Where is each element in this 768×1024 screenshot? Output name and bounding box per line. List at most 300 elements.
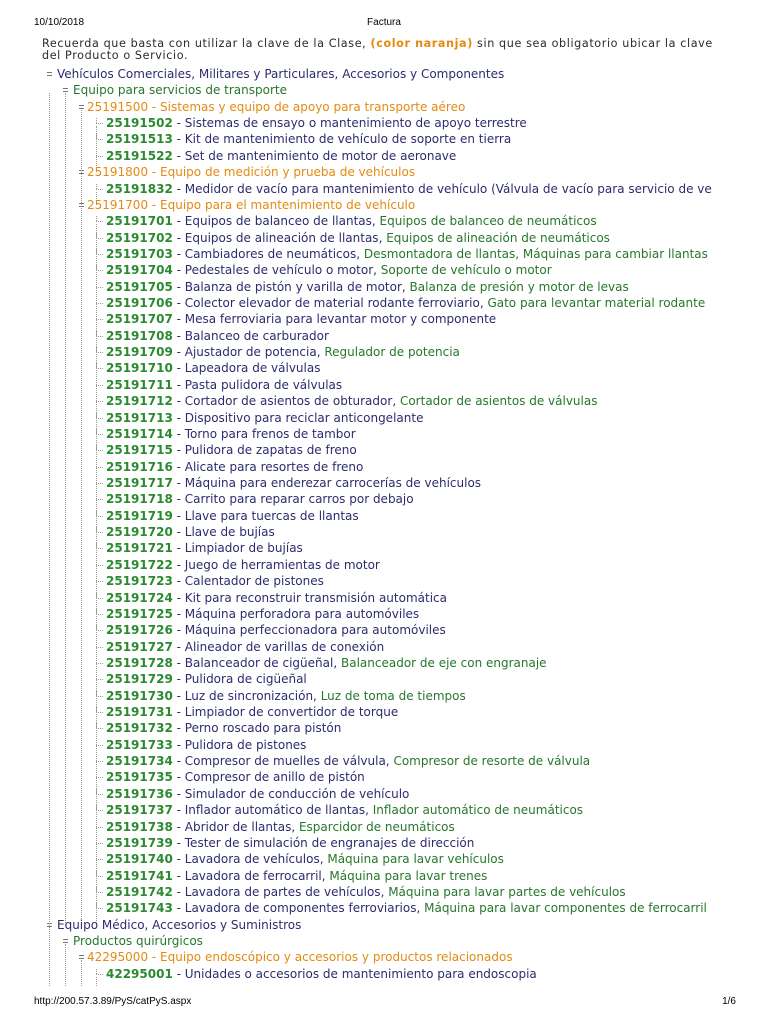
product-row[interactable] bbox=[0, 360, 768, 376]
code-separator: - bbox=[172, 246, 185, 261]
code-separator: - bbox=[172, 214, 185, 229]
product-description: Set de mantenimiento de motor de aeronave bbox=[184, 148, 457, 163]
code-separator: - bbox=[172, 966, 185, 981]
code-separator: - bbox=[172, 639, 185, 654]
product-description: Lapeadora de válvulas bbox=[184, 361, 321, 376]
code-separator: - bbox=[172, 885, 185, 899]
product-synonym: Compresor de resorte de válvula bbox=[393, 754, 591, 769]
product-row[interactable] bbox=[0, 524, 768, 540]
product-label bbox=[106, 328, 329, 344]
product-description: Máquina perfeccionadora para automóviles bbox=[184, 623, 446, 638]
product-code: 42295001 bbox=[106, 966, 173, 981]
product-code: 25191725 bbox=[106, 606, 173, 621]
product-description: Lavadora de componentes ferroviarios bbox=[184, 901, 417, 916]
code-separator: - bbox=[172, 557, 185, 572]
tree-leaf-connector bbox=[96, 679, 103, 680]
product-description: Balanceo de carburador bbox=[184, 328, 329, 343]
tree-leaf-connector bbox=[96, 843, 103, 844]
product-code: 25191742 bbox=[106, 885, 173, 899]
print-title: Factura bbox=[367, 17, 401, 28]
product-row[interactable] bbox=[0, 377, 768, 393]
print-url: http://200.57.3.89/PyS/catPyS.aspx bbox=[34, 996, 192, 1007]
tree-leaf-connector bbox=[96, 974, 103, 975]
segment-label bbox=[57, 66, 504, 82]
tree-leaf-connector bbox=[96, 876, 103, 877]
product-synonym: Máquina para lavar componentes de ferrocarril bbox=[424, 901, 707, 916]
tree-leaf-connector bbox=[96, 581, 103, 582]
product-synonym: Balanceador de eje con engranaje bbox=[340, 655, 547, 670]
code-separator: - bbox=[172, 835, 185, 850]
product-synonym: Máquina para lavar vehículos bbox=[327, 852, 504, 867]
code-separator: - bbox=[172, 296, 185, 311]
class-row[interactable] bbox=[0, 99, 768, 115]
code-separator: - bbox=[172, 345, 185, 360]
tree-guide-line bbox=[81, 110, 82, 925]
tree-leaf-connector bbox=[96, 156, 103, 157]
product-row[interactable] bbox=[0, 262, 768, 278]
synonym-separator: , bbox=[333, 655, 341, 670]
product-description: Perno roscado para pistón bbox=[184, 721, 342, 736]
product-code: 25191727 bbox=[106, 639, 173, 654]
tree-guide-line bbox=[49, 93, 50, 986]
product-label bbox=[106, 557, 380, 573]
product-code: 25191709 bbox=[106, 345, 173, 360]
code-separator: - bbox=[172, 263, 185, 278]
product-label bbox=[106, 148, 456, 164]
product-description: Balanceador de cigüeñal bbox=[184, 655, 334, 670]
code-separator: - bbox=[172, 492, 185, 507]
code-separator: - bbox=[172, 705, 185, 720]
product-code: 25191729 bbox=[106, 672, 173, 687]
tree-leaf-connector bbox=[96, 794, 103, 795]
tree-guide-line bbox=[81, 960, 82, 986]
class-row[interactable] bbox=[0, 949, 768, 965]
product-code: 25191718 bbox=[106, 492, 173, 507]
synonym-separator: , bbox=[479, 296, 488, 311]
product-code: 25191723 bbox=[106, 574, 173, 589]
product-synonym: Soporte de vehículo o motor bbox=[380, 263, 552, 278]
product-label bbox=[106, 246, 708, 262]
product-row[interactable] bbox=[0, 573, 768, 589]
product-description: Alineador de varillas de conexión bbox=[184, 639, 385, 654]
product-code: 25191713 bbox=[106, 410, 173, 425]
product-row[interactable] bbox=[0, 851, 768, 867]
product-row[interactable] bbox=[0, 344, 768, 360]
product-code: 25191719 bbox=[106, 508, 173, 523]
tree-leaf-connector bbox=[96, 189, 103, 190]
product-row[interactable] bbox=[0, 737, 768, 753]
synonym-separator: , bbox=[378, 230, 387, 245]
product-synonym: Cortador de asientos de válvulas bbox=[399, 394, 598, 409]
class-label bbox=[87, 99, 465, 115]
product-description: Kit de mantenimiento de vehículo de soporte en tierra bbox=[184, 132, 512, 147]
product-label bbox=[106, 508, 359, 524]
product-description: Compresor de anillo de pistón bbox=[184, 770, 365, 785]
product-description: Luz de sincronización bbox=[184, 688, 314, 703]
code-separator: - bbox=[172, 770, 185, 785]
product-label bbox=[106, 868, 487, 884]
product-row[interactable] bbox=[0, 213, 768, 229]
product-label bbox=[106, 426, 356, 442]
segment-row[interactable] bbox=[0, 917, 768, 933]
product-row[interactable] bbox=[0, 769, 768, 785]
product-description: Máquina para enderezar carrocerías de vehículos bbox=[184, 476, 482, 490]
product-code: 25191733 bbox=[106, 737, 173, 752]
product-code: 25191706 bbox=[106, 296, 173, 311]
product-description: Pulidora de cigüeñal bbox=[184, 672, 307, 687]
synonym-separator: , bbox=[319, 852, 328, 867]
product-row[interactable] bbox=[0, 508, 768, 524]
product-row[interactable] bbox=[0, 491, 768, 507]
product-label bbox=[106, 524, 275, 540]
product-label bbox=[106, 393, 597, 409]
tree-leaf-connector bbox=[96, 319, 103, 320]
tree-leaf-connector bbox=[96, 352, 103, 353]
family-name: Productos quirúrgicos bbox=[73, 934, 203, 949]
print-date: 10/10/2018 bbox=[34, 17, 85, 28]
product-synonym: Máquina para lavar partes de vehículos bbox=[388, 885, 626, 899]
product-label bbox=[106, 966, 537, 982]
product-code: 25191717 bbox=[106, 476, 173, 490]
family-label bbox=[73, 82, 287, 98]
product-code: 25191741 bbox=[106, 868, 173, 883]
tree-leaf-connector bbox=[96, 467, 103, 468]
product-label bbox=[106, 213, 597, 229]
synonym-separator: , bbox=[392, 394, 400, 409]
product-row[interactable] bbox=[0, 671, 768, 687]
product-code: 25191740 bbox=[106, 852, 173, 867]
class-name: 25191500 - Sistemas y equipo de apoyo para transporte aéreo bbox=[87, 99, 466, 114]
code-separator: - bbox=[172, 852, 185, 867]
product-label bbox=[106, 360, 320, 376]
tree-leaf-stub bbox=[96, 184, 97, 189]
product-label bbox=[106, 622, 446, 638]
synonym-separator: , bbox=[316, 345, 325, 360]
product-row[interactable] bbox=[0, 704, 768, 720]
product-code: 25191708 bbox=[106, 328, 173, 343]
product-description: Carrito para reparar carros por debajo bbox=[184, 492, 414, 507]
synonym-separator: , bbox=[291, 819, 299, 834]
product-code: 25191502 bbox=[106, 116, 173, 131]
tree-leaf-connector bbox=[96, 450, 103, 451]
product-row[interactable] bbox=[0, 835, 768, 851]
product-description: Llave de bujías bbox=[184, 525, 275, 540]
class-key-notice bbox=[42, 38, 732, 62]
product-row[interactable] bbox=[0, 148, 768, 164]
product-label bbox=[106, 573, 324, 589]
tree-leaf-connector bbox=[96, 254, 103, 255]
product-row[interactable] bbox=[0, 622, 768, 638]
product-synonym: Inflador automático de neumáticos bbox=[372, 803, 584, 818]
product-row[interactable] bbox=[0, 819, 768, 835]
page-number: 1/6 bbox=[722, 996, 736, 1007]
code-separator: - bbox=[172, 541, 185, 556]
tree-leaf-connector bbox=[96, 728, 103, 729]
product-row[interactable] bbox=[0, 442, 768, 458]
product-description: Medidor de vacío para mantenimiento de vehículo (Válvula de vacío para servicio de ve bbox=[184, 181, 712, 196]
product-description: Juego de herramientas de motor bbox=[184, 557, 380, 572]
product-row[interactable] bbox=[0, 900, 768, 916]
product-description: Kit para reconstruir transmisión automática bbox=[184, 590, 447, 605]
product-row[interactable] bbox=[0, 606, 768, 622]
product-row[interactable] bbox=[0, 246, 768, 262]
product-code: 25191726 bbox=[106, 623, 173, 638]
product-code: 25191721 bbox=[106, 541, 173, 556]
code-separator: - bbox=[172, 819, 185, 834]
code-separator: - bbox=[172, 328, 185, 343]
code-separator: - bbox=[172, 377, 185, 392]
product-code: 25191743 bbox=[106, 901, 173, 916]
product-code: 25191735 bbox=[106, 770, 173, 785]
product-synonym: Luz de toma de tiempos bbox=[320, 688, 466, 703]
product-description: Limpiador de bujías bbox=[184, 541, 303, 556]
code-separator: - bbox=[172, 443, 185, 458]
tree-leaf-connector bbox=[96, 270, 103, 271]
product-description: Compresor de muelles de válvula bbox=[184, 754, 386, 769]
code-separator: - bbox=[172, 230, 185, 245]
product-description: Torno para frenos de tambor bbox=[184, 426, 356, 441]
product-label bbox=[106, 377, 342, 393]
code-separator: - bbox=[172, 623, 185, 638]
product-label bbox=[106, 590, 447, 606]
code-separator: - bbox=[172, 279, 185, 294]
tree-leaf-connector bbox=[96, 598, 103, 599]
tree-leaf-stub bbox=[96, 216, 97, 221]
product-description: Balanza de pistón y varilla de motor bbox=[184, 279, 402, 294]
product-description: Equipos de balanceo de llantas bbox=[184, 214, 372, 229]
code-separator: - bbox=[172, 410, 185, 425]
product-description: Simulador de conducción de vehículo bbox=[184, 786, 410, 801]
class-label bbox=[87, 164, 415, 180]
product-code: 25191705 bbox=[106, 279, 173, 294]
tree-guide-line bbox=[96, 977, 97, 986]
tree-leaf-connector bbox=[96, 696, 103, 697]
product-description: Pulidora de pistones bbox=[184, 737, 307, 752]
product-row[interactable] bbox=[0, 884, 768, 900]
code-separator: - bbox=[172, 721, 185, 736]
product-label bbox=[106, 802, 583, 818]
product-description: Lavadora de partes de vehículos bbox=[184, 885, 381, 899]
product-row[interactable] bbox=[0, 802, 768, 818]
code-separator: - bbox=[172, 361, 185, 376]
code-separator: - bbox=[172, 868, 185, 883]
product-synonym: Regulador de potencia bbox=[324, 345, 460, 360]
product-row[interactable] bbox=[0, 540, 768, 556]
code-separator: - bbox=[172, 688, 185, 703]
notice-text-before: Recuerda que basta con utilizar la clave de la Clase, bbox=[42, 37, 371, 50]
segment-name: Equipo Médico, Accesorios y Suministros bbox=[57, 917, 302, 932]
class-name: 42295000 - Equipo endoscópico y accesorios y productos relacionados bbox=[87, 950, 513, 965]
tree-leaf-connector bbox=[96, 908, 103, 909]
product-code: 25191701 bbox=[106, 214, 173, 229]
collapse-toggle-icon[interactable] bbox=[46, 70, 53, 79]
product-synonym: Equipos de alineación de neumáticos bbox=[386, 230, 610, 245]
notice-highlight: (color naranja) bbox=[370, 37, 473, 50]
product-row[interactable] bbox=[0, 311, 768, 327]
product-label bbox=[106, 786, 409, 802]
tree-leaf-connector bbox=[96, 745, 103, 746]
synonym-separator: , bbox=[321, 868, 330, 883]
product-row[interactable] bbox=[0, 753, 768, 769]
product-row[interactable] bbox=[0, 279, 768, 295]
product-description: Equipos de alineación de llantas bbox=[184, 230, 379, 245]
tree-leaf-connector bbox=[96, 434, 103, 435]
product-label bbox=[106, 540, 303, 556]
segment-label bbox=[57, 917, 301, 933]
product-row[interactable] bbox=[0, 230, 768, 246]
product-label bbox=[106, 720, 341, 736]
code-separator: - bbox=[172, 394, 185, 409]
product-row[interactable] bbox=[0, 295, 768, 311]
product-description: Pasta pulidora de válvulas bbox=[184, 377, 343, 392]
family-row[interactable] bbox=[0, 933, 768, 949]
product-row[interactable] bbox=[0, 393, 768, 409]
product-code: 25191513 bbox=[106, 132, 173, 147]
tree-guide-line bbox=[65, 944, 66, 986]
product-label bbox=[106, 181, 712, 197]
product-code: 25191734 bbox=[106, 754, 173, 769]
product-row[interactable] bbox=[0, 131, 768, 147]
segment-row[interactable] bbox=[0, 66, 768, 82]
product-description: Alicate para resortes de freno bbox=[184, 459, 364, 474]
tree-leaf-connector bbox=[96, 548, 103, 549]
tree-leaf-connector bbox=[96, 123, 103, 124]
product-synonym: Equipos de balanceo de neumáticos bbox=[379, 214, 597, 229]
product-label bbox=[106, 410, 423, 426]
product-description: Sistemas de ensayo o mantenimiento de apoyo terrestre bbox=[184, 116, 527, 131]
code-separator: - bbox=[172, 426, 185, 441]
code-separator: - bbox=[172, 574, 185, 589]
product-row[interactable] bbox=[0, 639, 768, 655]
product-label bbox=[106, 344, 460, 360]
family-row[interactable] bbox=[0, 82, 768, 98]
product-row[interactable] bbox=[0, 557, 768, 573]
product-row[interactable] bbox=[0, 786, 768, 802]
tree-leaf-connector bbox=[96, 385, 103, 386]
product-description: Cortador de asientos de obturador bbox=[184, 394, 393, 409]
tree-leaf-connector bbox=[96, 483, 103, 484]
product-description: Mesa ferroviaria para levantar motor y componente bbox=[184, 312, 497, 327]
product-code: 25191711 bbox=[106, 377, 173, 392]
product-row[interactable] bbox=[0, 410, 768, 426]
product-label bbox=[106, 131, 511, 147]
code-separator: - bbox=[172, 606, 185, 621]
product-code: 25191716 bbox=[106, 459, 173, 474]
code-separator: - bbox=[172, 901, 185, 916]
synonym-separator: , bbox=[365, 803, 373, 818]
tree-leaf-connector bbox=[96, 630, 103, 631]
product-code: 25191730 bbox=[106, 688, 173, 703]
catalog-tree bbox=[0, 66, 768, 986]
product-label bbox=[106, 639, 384, 655]
product-label bbox=[106, 851, 504, 867]
product-label bbox=[106, 295, 705, 311]
product-row[interactable] bbox=[0, 426, 768, 442]
product-label bbox=[106, 819, 455, 835]
synonym-separator: , bbox=[373, 263, 381, 278]
class-row[interactable] bbox=[0, 197, 768, 213]
product-row[interactable] bbox=[0, 459, 768, 475]
product-row[interactable] bbox=[0, 590, 768, 606]
synonym-separator: , bbox=[380, 885, 389, 899]
code-separator: - bbox=[172, 459, 185, 474]
product-description: Llave para tuercas de llantas bbox=[184, 508, 359, 523]
product-description: Tester de simulación de engranajes de dirección bbox=[184, 835, 475, 850]
code-separator: - bbox=[172, 525, 185, 540]
segment-name: Vehículos Comerciales, Militares y Particulares, Accesorios y Componentes bbox=[57, 67, 505, 81]
product-label bbox=[106, 459, 363, 475]
synonym-separator: , bbox=[416, 901, 425, 916]
product-description: Cambiadores de neumáticos bbox=[184, 246, 357, 261]
tree-leaf-connector bbox=[96, 303, 103, 304]
product-description: Lavadora de ferrocarril bbox=[184, 868, 322, 883]
product-code: 25191714 bbox=[106, 426, 173, 441]
tree-leaf-connector bbox=[96, 777, 103, 778]
product-row[interactable] bbox=[0, 688, 768, 704]
family-label bbox=[73, 933, 203, 949]
product-label bbox=[106, 115, 527, 131]
tree-leaf-connector bbox=[96, 336, 103, 337]
product-code: 25191728 bbox=[106, 655, 173, 670]
class-name: 25191800 - Equipo de medición y prueba de vehículos bbox=[87, 165, 416, 180]
product-label bbox=[106, 262, 552, 278]
product-label bbox=[106, 475, 481, 491]
class-row[interactable] bbox=[0, 164, 768, 180]
product-row[interactable] bbox=[0, 868, 768, 884]
product-label bbox=[106, 311, 496, 327]
product-code: 25191704 bbox=[106, 263, 173, 278]
product-row[interactable] bbox=[0, 966, 768, 982]
tree-leaf-connector bbox=[96, 532, 103, 533]
product-label bbox=[106, 442, 357, 458]
product-row[interactable] bbox=[0, 655, 768, 671]
tree-leaf-connector bbox=[96, 499, 103, 500]
product-description: Ajustador de potencia bbox=[184, 345, 317, 360]
product-description: Pedestales de vehículo o motor bbox=[184, 263, 374, 278]
code-separator: - bbox=[172, 655, 185, 670]
class-label bbox=[87, 197, 415, 213]
tree-leaf-connector bbox=[96, 810, 103, 811]
code-separator: - bbox=[172, 803, 185, 818]
product-row[interactable] bbox=[0, 115, 768, 131]
product-row[interactable] bbox=[0, 181, 768, 197]
product-label bbox=[106, 704, 398, 720]
tree-leaf-connector bbox=[96, 368, 103, 369]
product-description: Limpiador de convertidor de torque bbox=[184, 705, 399, 720]
product-label bbox=[106, 606, 419, 622]
product-label bbox=[106, 753, 590, 769]
code-separator: - bbox=[172, 476, 185, 490]
product-row[interactable] bbox=[0, 328, 768, 344]
product-row[interactable] bbox=[0, 720, 768, 736]
synonym-separator: , bbox=[313, 688, 321, 703]
class-name: 25191700 - Equipo para el mantenimiento de vehículo bbox=[87, 197, 416, 212]
code-separator: - bbox=[172, 148, 185, 163]
tree-leaf-connector bbox=[96, 614, 103, 615]
tree-leaf-connector bbox=[96, 647, 103, 648]
product-synonym: Gato para levantar material rodante bbox=[487, 296, 706, 311]
product-label bbox=[106, 279, 629, 295]
product-row[interactable] bbox=[0, 475, 768, 491]
product-code: 25191738 bbox=[106, 819, 173, 834]
tree-leaf-connector bbox=[96, 418, 103, 419]
tree-leaf-connector bbox=[96, 139, 103, 140]
synonym-separator: , bbox=[385, 754, 394, 769]
code-separator: - bbox=[172, 312, 185, 327]
tree-leaf-connector bbox=[96, 516, 103, 517]
product-label bbox=[106, 688, 466, 704]
product-label bbox=[106, 835, 474, 851]
